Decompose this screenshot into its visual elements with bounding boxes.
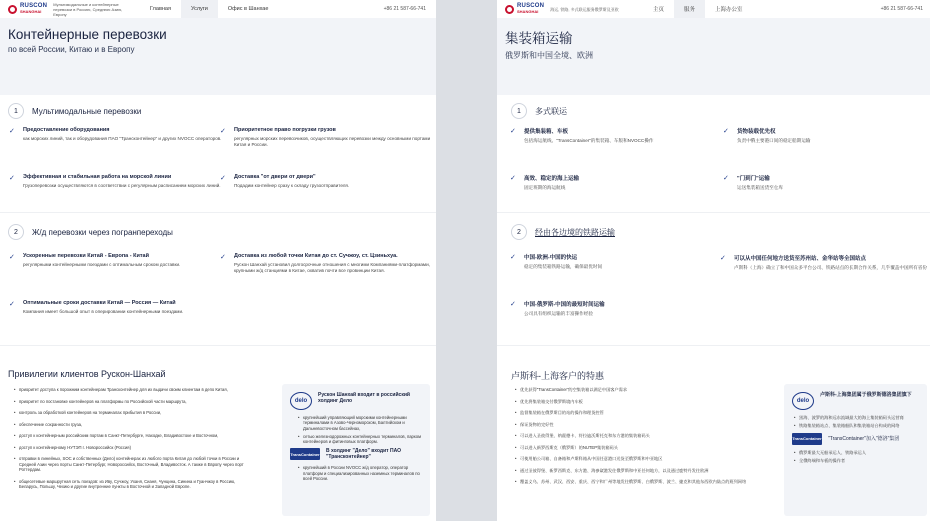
privilege-item: • доступ к контейнерному НУТЭП г. Новороссийск (Россия) bbox=[14, 445, 254, 451]
check-icon: ✓ bbox=[510, 128, 516, 135]
section-number: 2 bbox=[511, 224, 527, 240]
item-description: регулярными контейнерными поездами с оптимальным сроком доставки. bbox=[23, 262, 181, 267]
check-icon: ✓ bbox=[9, 301, 15, 308]
transcontainer-logo: TransContainer bbox=[290, 448, 320, 460]
delo-logo: delo bbox=[792, 392, 814, 410]
section-title-link[interactable]: 经由各边境的铁路运输 bbox=[535, 227, 615, 237]
privilege-item: • 优先获得"TransContainer"的空集装箱以满足中国客户需求 bbox=[515, 387, 765, 393]
check-icon: ✓ bbox=[9, 254, 15, 261]
tagline: Мультимодальные и контейнерные перевозки в Россию, Среднюю Азию, Европу bbox=[53, 1, 123, 17]
item-heading: 提供集装箱、车板 bbox=[524, 129, 569, 135]
delo-item: • 铁路集装箱站点、集装箱船队和集装箱站台构成的网络 bbox=[794, 423, 919, 428]
section-rail bbox=[511, 224, 615, 240]
divider bbox=[0, 345, 436, 346]
privilege-item: • 覆盖义乌、苏州、武汉、西安、重庆、西宁和广州等地发往俄罗斯、白俄罗斯、波兰、捷克和其他东西欧内陆点的班列网络 bbox=[515, 479, 765, 485]
delo-item: • 黑海、波罗的海和远东流域最大的海上集装箱码头运营商 bbox=[794, 415, 919, 420]
service-item bbox=[9, 127, 223, 142]
privilege-item: • 优先将集装箱交付俄罗斯境内车板 bbox=[515, 399, 765, 405]
nav-services[interactable]: Услуги bbox=[181, 0, 218, 18]
item-description: 卢斯科（上海）确立了和中国众多平台公司、铁路站点的长期合作关系，几乎覆盖中国所有省份 bbox=[734, 265, 927, 270]
check-icon: ✓ bbox=[9, 128, 15, 135]
divider bbox=[497, 212, 930, 213]
service-item bbox=[220, 127, 434, 148]
privilege-item: • 监督集装箱在俄罗斯目的站的操作和理货控管 bbox=[515, 410, 765, 416]
logo-name: RUSCON bbox=[517, 3, 545, 9]
item-description: 公司具有组织运输的丰富操作经验 bbox=[524, 311, 593, 316]
nav-home[interactable]: Главная bbox=[150, 6, 171, 12]
chinese-page bbox=[497, 0, 930, 521]
item-heading: 可以从中国任何地方送货至苏州站、金华站等全国站点 bbox=[734, 256, 867, 262]
ruscon-logo-icon bbox=[505, 5, 514, 14]
service-item bbox=[510, 300, 724, 317]
tc-title: В холдинг "Дело" входит ПАО "Трансконтейнер" bbox=[326, 448, 402, 461]
ruscon-logo[interactable] bbox=[505, 3, 544, 15]
service-item bbox=[9, 174, 223, 189]
logo-name: RUSCON bbox=[20, 3, 48, 9]
nav-office[interactable]: Офис в Шанхае bbox=[227, 6, 269, 12]
item-description: как морских линий, так и оборудования ПАО "Трансконтейнер" и других NVOCC операторов. bbox=[23, 136, 222, 141]
tc-list bbox=[794, 450, 919, 464]
tc-list bbox=[298, 465, 422, 481]
service-item bbox=[510, 253, 724, 270]
service-item bbox=[723, 174, 930, 191]
transcontainer-logo: TransContainer bbox=[792, 433, 822, 445]
privilege-item: • общесетевые маршрутная сеть поездов: из Иву, Сучжоу, Уханя, Сианя, Чунцина, Синина и Гуанчжоу в Россию, Беларусь, Польшу, Чехию и другие внутренние пункты в Восточной и Западной Европе. bbox=[14, 479, 254, 490]
item-heading: 中国-欧洲-中国的快运 bbox=[524, 255, 578, 261]
phone-number[interactable]: +86 21 587-66-741 bbox=[880, 6, 923, 12]
service-item bbox=[220, 174, 434, 189]
item-heading: 高效、稳定的海上运输 bbox=[524, 176, 580, 182]
delo-list bbox=[298, 415, 422, 444]
privilege-item: • приоритет по постановке контейнеров на платформы по Российской части маршрута, bbox=[14, 399, 254, 405]
item-description: Грузоперевозки осуществляются в соответствии с регулярным расписанием морских линий. bbox=[23, 183, 221, 188]
service-item bbox=[723, 127, 930, 144]
item-description: 包括海运航线、"TransContainer"的集装箱、车版和NVOCC操作 bbox=[524, 138, 654, 143]
service-item bbox=[510, 174, 724, 191]
ruscon-logo-icon bbox=[8, 5, 17, 14]
privilege-item: • доступ к контейнерным российским портам в Санкт-Петербурге, Находке, Владивостоке и Восточном, bbox=[14, 433, 254, 439]
privilege-item: • 通过圣彼得堡、新罗西斯克、东方港、海参崴港发往俄罗斯和中亚任何地方，以及通过鹿特丹发往欧洲 bbox=[515, 468, 765, 474]
privilege-item: • контроль за обработкой контейнеров на терминалах прибытия в России, bbox=[14, 410, 254, 416]
delo-item: • сетью железнодорожных контейнерных терминалов, парком контейнеров и фитинговых платформ. bbox=[298, 434, 422, 445]
delo-title: 卢斯科-上海集团属于俄罗斯德洛集团旗下 bbox=[820, 392, 912, 398]
ruscon-logo[interactable] bbox=[8, 3, 47, 15]
check-icon: ✓ bbox=[510, 254, 516, 261]
privileges-title: Привилегии клиентов Рускон-Шанхай bbox=[8, 369, 166, 379]
privileges-list bbox=[515, 387, 765, 491]
item-description: 稳定的集装箱铁路运输，确保最优时间 bbox=[524, 264, 603, 269]
section-number: 1 bbox=[511, 103, 527, 119]
check-icon: ✓ bbox=[220, 175, 226, 182]
section-title: Мультимодальные перевозки bbox=[32, 106, 142, 116]
privilege-item: • приоритет доступа к порожним контейнерам Трансконтейнер для их выдачи своим клиентам в депо Китая, bbox=[14, 387, 254, 393]
nav-office[interactable]: 上海办公室 bbox=[715, 7, 743, 13]
phone-number[interactable]: +86 21 587-66-741 bbox=[383, 6, 426, 12]
page-subtitle: 俄罗斯和中国全境、欧洲 bbox=[505, 51, 593, 60]
privilege-item: • обеспечение сохранности груза, bbox=[14, 422, 254, 428]
page-title: 集装箱运输 bbox=[505, 31, 573, 46]
item-heading: Эффективная и стабильная работа на морской линии bbox=[23, 174, 172, 180]
section-number: 1 bbox=[8, 103, 24, 119]
main-nav bbox=[140, 0, 278, 18]
item-description: 负责中俄主要港口间的稳定船期运输 bbox=[737, 138, 811, 143]
main-nav bbox=[643, 0, 753, 18]
hero bbox=[0, 18, 436, 95]
item-heading: Доставка "от двери от двери" bbox=[234, 174, 316, 180]
item-description: Компания имеет большой опыт в оперировании контейнерными поездами. bbox=[23, 309, 184, 314]
section-multimodal bbox=[8, 103, 141, 119]
section-title: 多式联运 bbox=[535, 106, 567, 116]
hero bbox=[497, 18, 930, 95]
divider bbox=[0, 212, 436, 213]
check-icon: ✓ bbox=[9, 175, 15, 182]
item-description: Рускон Шанхай установил долгосрочные отношения с многими Компаниями-платформами, крупными ж/д станциями в Китае, охватив почти все провинции Китая. bbox=[234, 262, 430, 273]
tagline: 海运, 铁路, 多式联运服务俄罗斯及亚欧 bbox=[550, 6, 619, 12]
privileges-list bbox=[14, 387, 254, 496]
item-heading: "门到门"运输 bbox=[737, 176, 770, 182]
privilege-item: • 可以进入圣彼得堡、纳霍德卡、符拉迪沃斯托克和东方港的集装箱码头 bbox=[515, 433, 765, 439]
holding-card bbox=[282, 384, 430, 516]
check-icon: ✓ bbox=[220, 254, 226, 261]
privileges-title: 卢斯科-上海客户的特惠 bbox=[511, 371, 604, 381]
privilege-item: • 可使用船公司箱、自备箱和卢斯科箱从中国任意港口送货至俄罗斯和中亚地区 bbox=[515, 456, 765, 462]
logo-sub: SHANGHAI bbox=[517, 9, 539, 14]
privilege-item: • 可以进入新罗西斯克（俄罗斯）的NUTEP集装箱码头 bbox=[515, 445, 765, 451]
item-description: регулярных морских перевозчиков, осуществляющих перевозки между основными портами Китая и России. bbox=[234, 136, 431, 147]
item-description: 固定班期的海运航线 bbox=[524, 185, 566, 190]
delo-title: Рускон Шанхай входит в российский холдинг Дело bbox=[318, 392, 410, 404]
privilege-item: • отправки в линейных, SOC и собственных (Дело) контейнерах из любого порта Китая до любой точки в России и Средней Азии через порты Санкт-Петербург, Новороссийск, Восточный, Владивосток. А также в Европу через порт Роттердам. bbox=[14, 456, 254, 473]
item-heading: Предоставление оборудования bbox=[23, 127, 110, 133]
tc-title: "TransContainer"加入"德洛"集团 bbox=[828, 435, 900, 442]
check-icon: ✓ bbox=[723, 175, 729, 182]
service-item bbox=[720, 254, 930, 271]
item-heading: 中国-俄罗斯-中国的最短时间运输 bbox=[524, 302, 605, 308]
delo-logo: delo bbox=[290, 392, 312, 410]
nav-home[interactable]: 主页 bbox=[653, 7, 665, 13]
check-icon: ✓ bbox=[720, 255, 726, 262]
check-icon: ✓ bbox=[723, 128, 729, 135]
item-description: Подадим контейнер сразу к складу грузоотправителя. bbox=[234, 183, 350, 188]
service-item bbox=[220, 253, 434, 274]
nav-services[interactable]: 服务 bbox=[674, 0, 705, 18]
check-icon: ✓ bbox=[510, 301, 516, 308]
item-heading: Приоритетное право погрузки грузов bbox=[234, 127, 336, 133]
check-icon: ✓ bbox=[220, 128, 226, 135]
item-description: 运送集装箱送货至仓库 bbox=[737, 185, 783, 190]
tc-item: • 全俄终端和车板的操作者 bbox=[794, 458, 919, 463]
russian-page bbox=[0, 0, 436, 521]
section-rail bbox=[8, 224, 173, 240]
privilege-item: • 保证货物的完好性 bbox=[515, 422, 765, 428]
holding-card bbox=[784, 384, 927, 516]
page-subtitle: по всей России, Китаю и в Европу bbox=[8, 45, 135, 54]
logo-sub: SHANGHAI bbox=[20, 9, 42, 14]
tc-item: • 俄罗斯最大无船承运人、铁路承运人 bbox=[794, 450, 919, 455]
item-heading: Доставка из любой точки Китая до ст. Сучжоу, ст. Цзиньхуа. bbox=[234, 253, 398, 259]
service-item bbox=[9, 253, 223, 268]
delo-list bbox=[794, 415, 919, 429]
header bbox=[0, 0, 436, 18]
service-item bbox=[9, 300, 223, 315]
divider bbox=[497, 345, 930, 346]
item-heading: Оптимальные сроки доставки Китай — Россия — Китай bbox=[23, 300, 176, 306]
page-title: Контейнерные перевозки bbox=[8, 27, 167, 42]
section-multimodal bbox=[511, 103, 567, 119]
check-icon: ✓ bbox=[510, 175, 516, 182]
tc-item: • крупнейший в России NVOCC ж/д оператор, оператор платформ и специализированных наземных терминалов по всей России. bbox=[298, 465, 422, 481]
item-heading: 货物装载优先权 bbox=[737, 129, 776, 135]
service-item bbox=[510, 127, 724, 144]
section-number: 2 bbox=[8, 224, 24, 240]
header bbox=[497, 0, 930, 18]
section-title: Ж/д перевозки через погранпереходы bbox=[32, 227, 173, 237]
delo-item: • крупнейший управляющий морскими контейнерными терминалами в Азово-Черноморском, Балтийском и Дальневосточном бассейнах, bbox=[298, 415, 422, 431]
item-heading: Ускоренные перевозки Китай - Европа - Китай bbox=[23, 253, 149, 259]
